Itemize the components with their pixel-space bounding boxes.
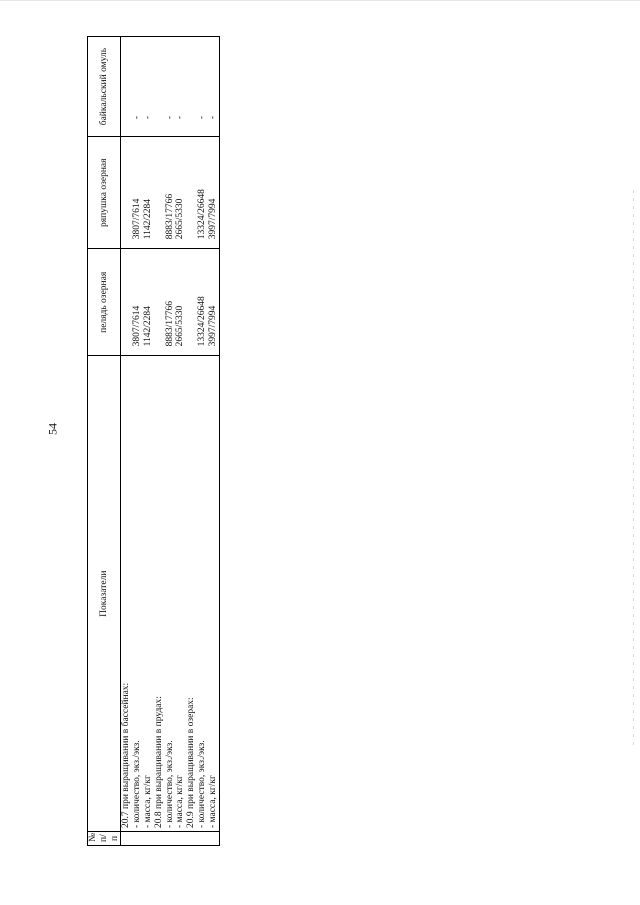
peled-value: 8883/17766 <box>164 301 175 347</box>
header-indicators: Показатели <box>88 356 121 832</box>
row-label: 20.9 при выращивании в озерах: <box>186 697 197 828</box>
row-label: 20.7 при выращивании в бассейнах: <box>121 682 132 828</box>
scan-edge-right <box>633 190 634 750</box>
rotated-table-container <box>87 36 221 846</box>
indicators-table <box>87 36 220 846</box>
row-label: - количество, экз./экз. <box>196 740 207 828</box>
omul-value <box>186 40 197 133</box>
peled-value: 3807/7614 <box>132 305 143 347</box>
peled-value: 3997/7994 <box>207 305 218 347</box>
omul-value: - <box>132 115 143 120</box>
ryapushka-value <box>121 140 132 245</box>
ryapushka-value <box>186 140 197 245</box>
omul-value: - <box>207 115 218 120</box>
peled-value: 2665/5330 <box>175 305 186 347</box>
peled-value <box>186 252 197 352</box>
header-peled: пелядь озерная <box>88 249 121 356</box>
scan-edge <box>0 0 640 1</box>
row-label: - количество, экз./экз. <box>132 740 143 828</box>
ryapushka-value: 13324/26648 <box>196 189 207 240</box>
page-number: 54 <box>45 423 60 435</box>
omul-value <box>121 40 132 133</box>
ryapushka-value: 3997/7994 <box>207 198 218 240</box>
ryapushka-cell <box>121 137 219 249</box>
omul-cell <box>121 37 219 137</box>
omul-value <box>154 40 165 133</box>
peled-value <box>121 252 132 352</box>
ryapushka-value: 1142/2284 <box>142 198 153 240</box>
row-label: - масса, кг/кг <box>207 775 218 828</box>
table-row <box>121 37 219 846</box>
row-label: - количество, экз./экз. <box>164 740 175 828</box>
ryapushka-value: 3807/7614 <box>132 198 143 240</box>
ryapushka-value: 2665/5330 <box>175 198 186 240</box>
indicators-cell <box>121 356 219 832</box>
table-header-row <box>88 37 121 846</box>
peled-cell <box>121 249 219 356</box>
peled-value: 13324/26648 <box>196 296 207 347</box>
header-number: № п/п <box>88 831 121 845</box>
omul-value: - <box>175 115 186 120</box>
omul-value: - <box>164 115 175 120</box>
omul-value: - <box>196 115 207 120</box>
peled-value <box>154 252 165 352</box>
peled-value: 1142/2284 <box>142 306 153 347</box>
ryapushka-value <box>154 140 165 245</box>
header-ryapushka: ряпушка озерная <box>88 137 121 249</box>
number-cell <box>121 831 219 845</box>
row-label: 20.8 при выращивании в прудах: <box>153 696 164 828</box>
header-omul: байкальский омуль <box>88 37 121 137</box>
row-label: - масса, кг/кг <box>142 775 153 828</box>
row-label: - масса, кг/кг <box>175 775 186 828</box>
ryapushka-value: 8883/17766 <box>164 193 175 240</box>
omul-value: - <box>142 115 153 120</box>
